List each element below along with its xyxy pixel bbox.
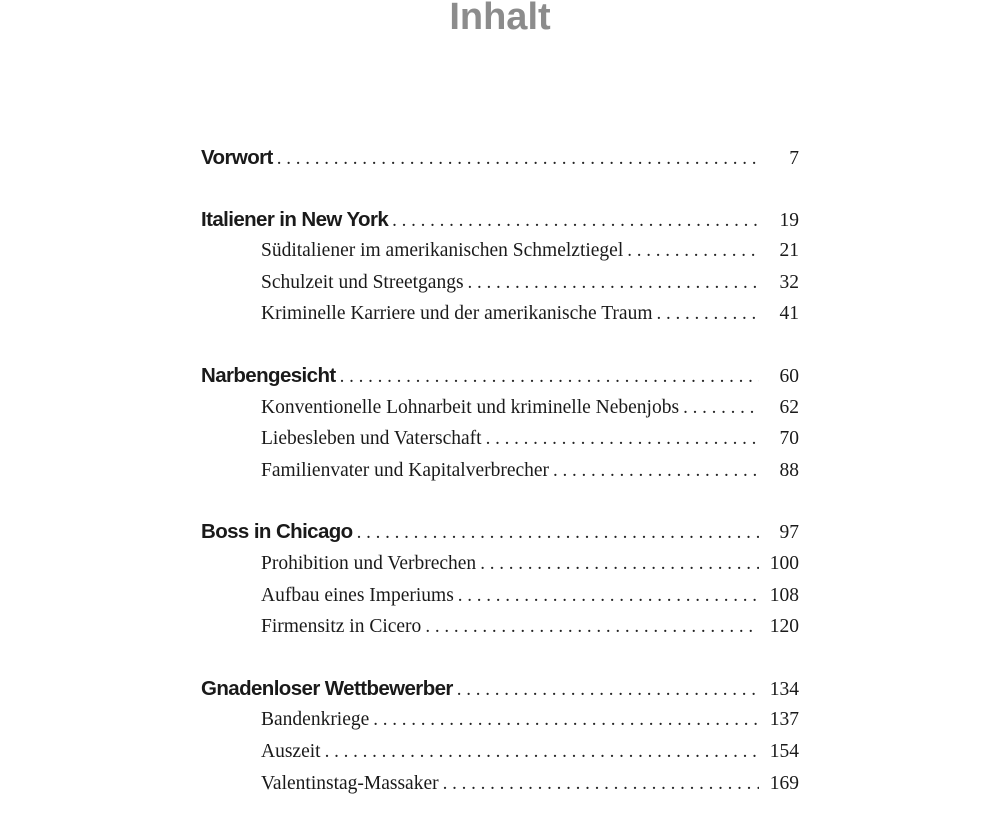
entry-title: Auszeit [261, 740, 321, 762]
entry-title: Kriminelle Karriere und der amerikanische Traum [261, 303, 653, 325]
toc-subentry[interactable] [201, 298, 799, 330]
toc-section [201, 516, 799, 642]
dot-leader [553, 455, 759, 487]
toc-chapter[interactable] [201, 360, 799, 392]
dot-leader [627, 235, 759, 267]
page-number: 134 [769, 678, 799, 700]
dot-leader [458, 580, 759, 612]
page-title: Inhalt [449, 0, 551, 38]
table-of-contents [201, 142, 799, 829]
entry-title: Süditaliener im amerikanischen Schmelztiegel [261, 240, 624, 262]
dot-leader [392, 205, 759, 236]
dot-leader [357, 517, 759, 548]
page-number: 97 [779, 522, 799, 544]
toc-subentry[interactable] [201, 736, 799, 768]
entry-title: Schulzeit und Streetgangs [261, 271, 464, 293]
entry-title: Aufbau eines Imperiums [261, 584, 454, 606]
entry-title: Gnadenloser Wettbewerber [201, 676, 453, 700]
toc-chapter[interactable] [201, 142, 799, 174]
dot-leader [443, 768, 759, 800]
page-number: 19 [779, 209, 799, 231]
toc-subentry[interactable] [201, 392, 799, 424]
toc-section [201, 673, 799, 799]
entry-title: Valentinstag-Massaker [261, 772, 439, 794]
entry-title: Firmensitz in Cicero [261, 616, 422, 638]
page-number: 70 [779, 428, 799, 450]
page-number: 88 [779, 459, 799, 481]
dot-leader [425, 611, 759, 643]
page-number: 100 [769, 552, 799, 574]
toc-section [201, 360, 799, 486]
page-number: 21 [779, 240, 799, 262]
toc-subentry[interactable] [201, 267, 799, 299]
entry-title: Familienvater und Kapitalverbrecher [261, 459, 550, 481]
dot-leader [468, 267, 759, 299]
page-number: 120 [769, 616, 799, 638]
toc-chapter[interactable] [201, 204, 799, 236]
dot-leader [486, 423, 759, 455]
dot-leader [480, 548, 759, 580]
entry-title: Prohibition und Verbrechen [261, 552, 477, 574]
entry-title: Narbengesicht [201, 363, 336, 387]
dot-leader [340, 361, 759, 392]
toc-subentry[interactable] [201, 235, 799, 267]
toc-section [201, 204, 799, 330]
dot-leader [657, 298, 760, 330]
dot-leader [277, 143, 759, 174]
dot-leader [457, 674, 759, 705]
page-number: 137 [769, 709, 799, 731]
toc-subentry[interactable] [201, 704, 799, 736]
entry-title: Boss in Chicago [201, 520, 353, 544]
toc-chapter[interactable] [201, 673, 799, 705]
entry-title: Liebesleben und Vaterschaft [261, 428, 482, 450]
dot-leader [683, 392, 759, 424]
page-number: 62 [779, 396, 799, 418]
page-number: 60 [779, 365, 799, 387]
toc-subentry[interactable] [201, 548, 799, 580]
dot-leader [373, 704, 759, 736]
toc-subentry[interactable] [201, 768, 799, 800]
toc-subentry[interactable] [201, 611, 799, 643]
page-number: 154 [769, 740, 799, 762]
page-number: 7 [789, 148, 799, 169]
page-number: 169 [769, 772, 799, 794]
entry-title: Italiener in New York [201, 207, 389, 231]
dot-leader [325, 736, 759, 768]
toc-subentry[interactable] [201, 580, 799, 612]
entry-title: Vorwort [201, 146, 273, 169]
entry-title: Bandenkriege [261, 709, 370, 731]
page-number: 41 [779, 303, 799, 325]
page-number: 32 [779, 271, 799, 293]
toc-subentry[interactable] [201, 455, 799, 487]
toc-section [201, 142, 799, 174]
entry-title: Konventionelle Lohnarbeit und kriminelle Nebenjobs [261, 396, 680, 418]
toc-subentry[interactable] [201, 423, 799, 455]
toc-chapter[interactable] [201, 516, 799, 548]
page-number: 108 [769, 584, 799, 606]
